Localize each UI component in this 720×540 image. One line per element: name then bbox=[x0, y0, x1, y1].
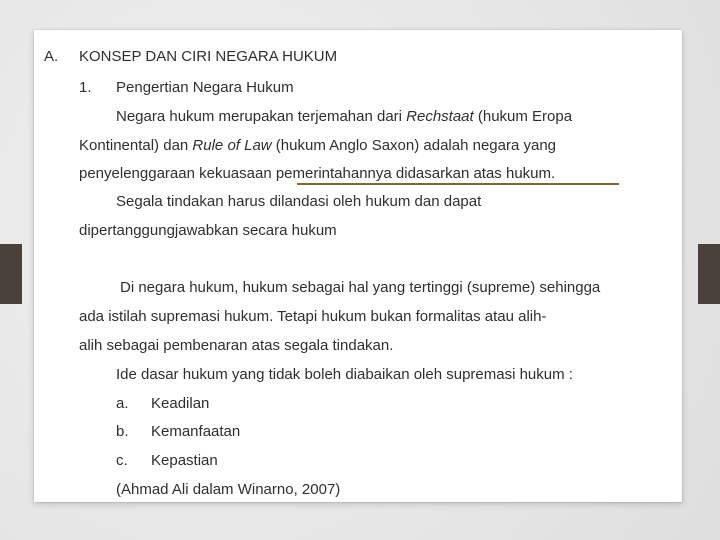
para2-line1: Segala tindakan harus dilandasi oleh hukum dan dapat bbox=[116, 193, 482, 210]
para1-line1-tail: (hukum Eropa bbox=[473, 108, 573, 125]
right-side-tab bbox=[698, 244, 720, 304]
heading-title: KONSEP DAN CIRI NEGARA HUKUM bbox=[79, 48, 338, 65]
list-item-marker: b. bbox=[116, 423, 129, 440]
left-side-tab bbox=[0, 244, 22, 304]
list-item-kepastian: Kepastian bbox=[151, 452, 218, 469]
para1-line1-text: Negara hukum merupakan terjemahan dari bbox=[116, 108, 407, 125]
para2-line2: dipertanggungjawabkan secara hukum bbox=[79, 222, 337, 239]
para3-line3: alih sebagai pembenaran atas segala tindakan. bbox=[79, 337, 394, 354]
list-item-kemanfaatan: Kemanfaatan bbox=[151, 423, 241, 440]
heading-marker: A. bbox=[44, 48, 59, 65]
subheading-number: 1. bbox=[79, 79, 92, 96]
para1-line3: penyelenggaraan kekuasaan pemerintahannya didasarkan atas hukum. bbox=[79, 165, 556, 182]
citation: (Ahmad Ali dalam Winarno, 2007) bbox=[116, 481, 341, 498]
para1-line1 bbox=[116, 108, 572, 126]
para3-line1: Di negara hukum, hukum sebagai hal yang tertinggi (supreme) sehingga bbox=[120, 279, 601, 296]
para1-line2-tail: (hukum Anglo Saxon) adalah negara yang bbox=[271, 137, 557, 154]
para3-line2: ada istilah supremasi hukum. Tetapi hukum bukan formalitas atau alih- bbox=[79, 308, 547, 325]
list-item-marker: a. bbox=[116, 395, 129, 412]
principles-intro: Ide dasar hukum yang tidak boleh diabaikan oleh supremasi hukum : bbox=[116, 366, 573, 383]
rechstaat-term: Rechstaat bbox=[406, 108, 474, 125]
divider-rule bbox=[297, 183, 619, 185]
rule-of-law-term: Rule of Law bbox=[192, 137, 272, 154]
subheading-title: Pengertian Negara Hukum bbox=[116, 79, 294, 96]
slide bbox=[34, 30, 682, 502]
para1-line2-text: Kontinental) dan bbox=[79, 137, 193, 154]
list-item-marker: c. bbox=[116, 452, 128, 469]
para1-line2 bbox=[79, 137, 556, 155]
list-item-keadilan: Keadilan bbox=[151, 395, 210, 412]
